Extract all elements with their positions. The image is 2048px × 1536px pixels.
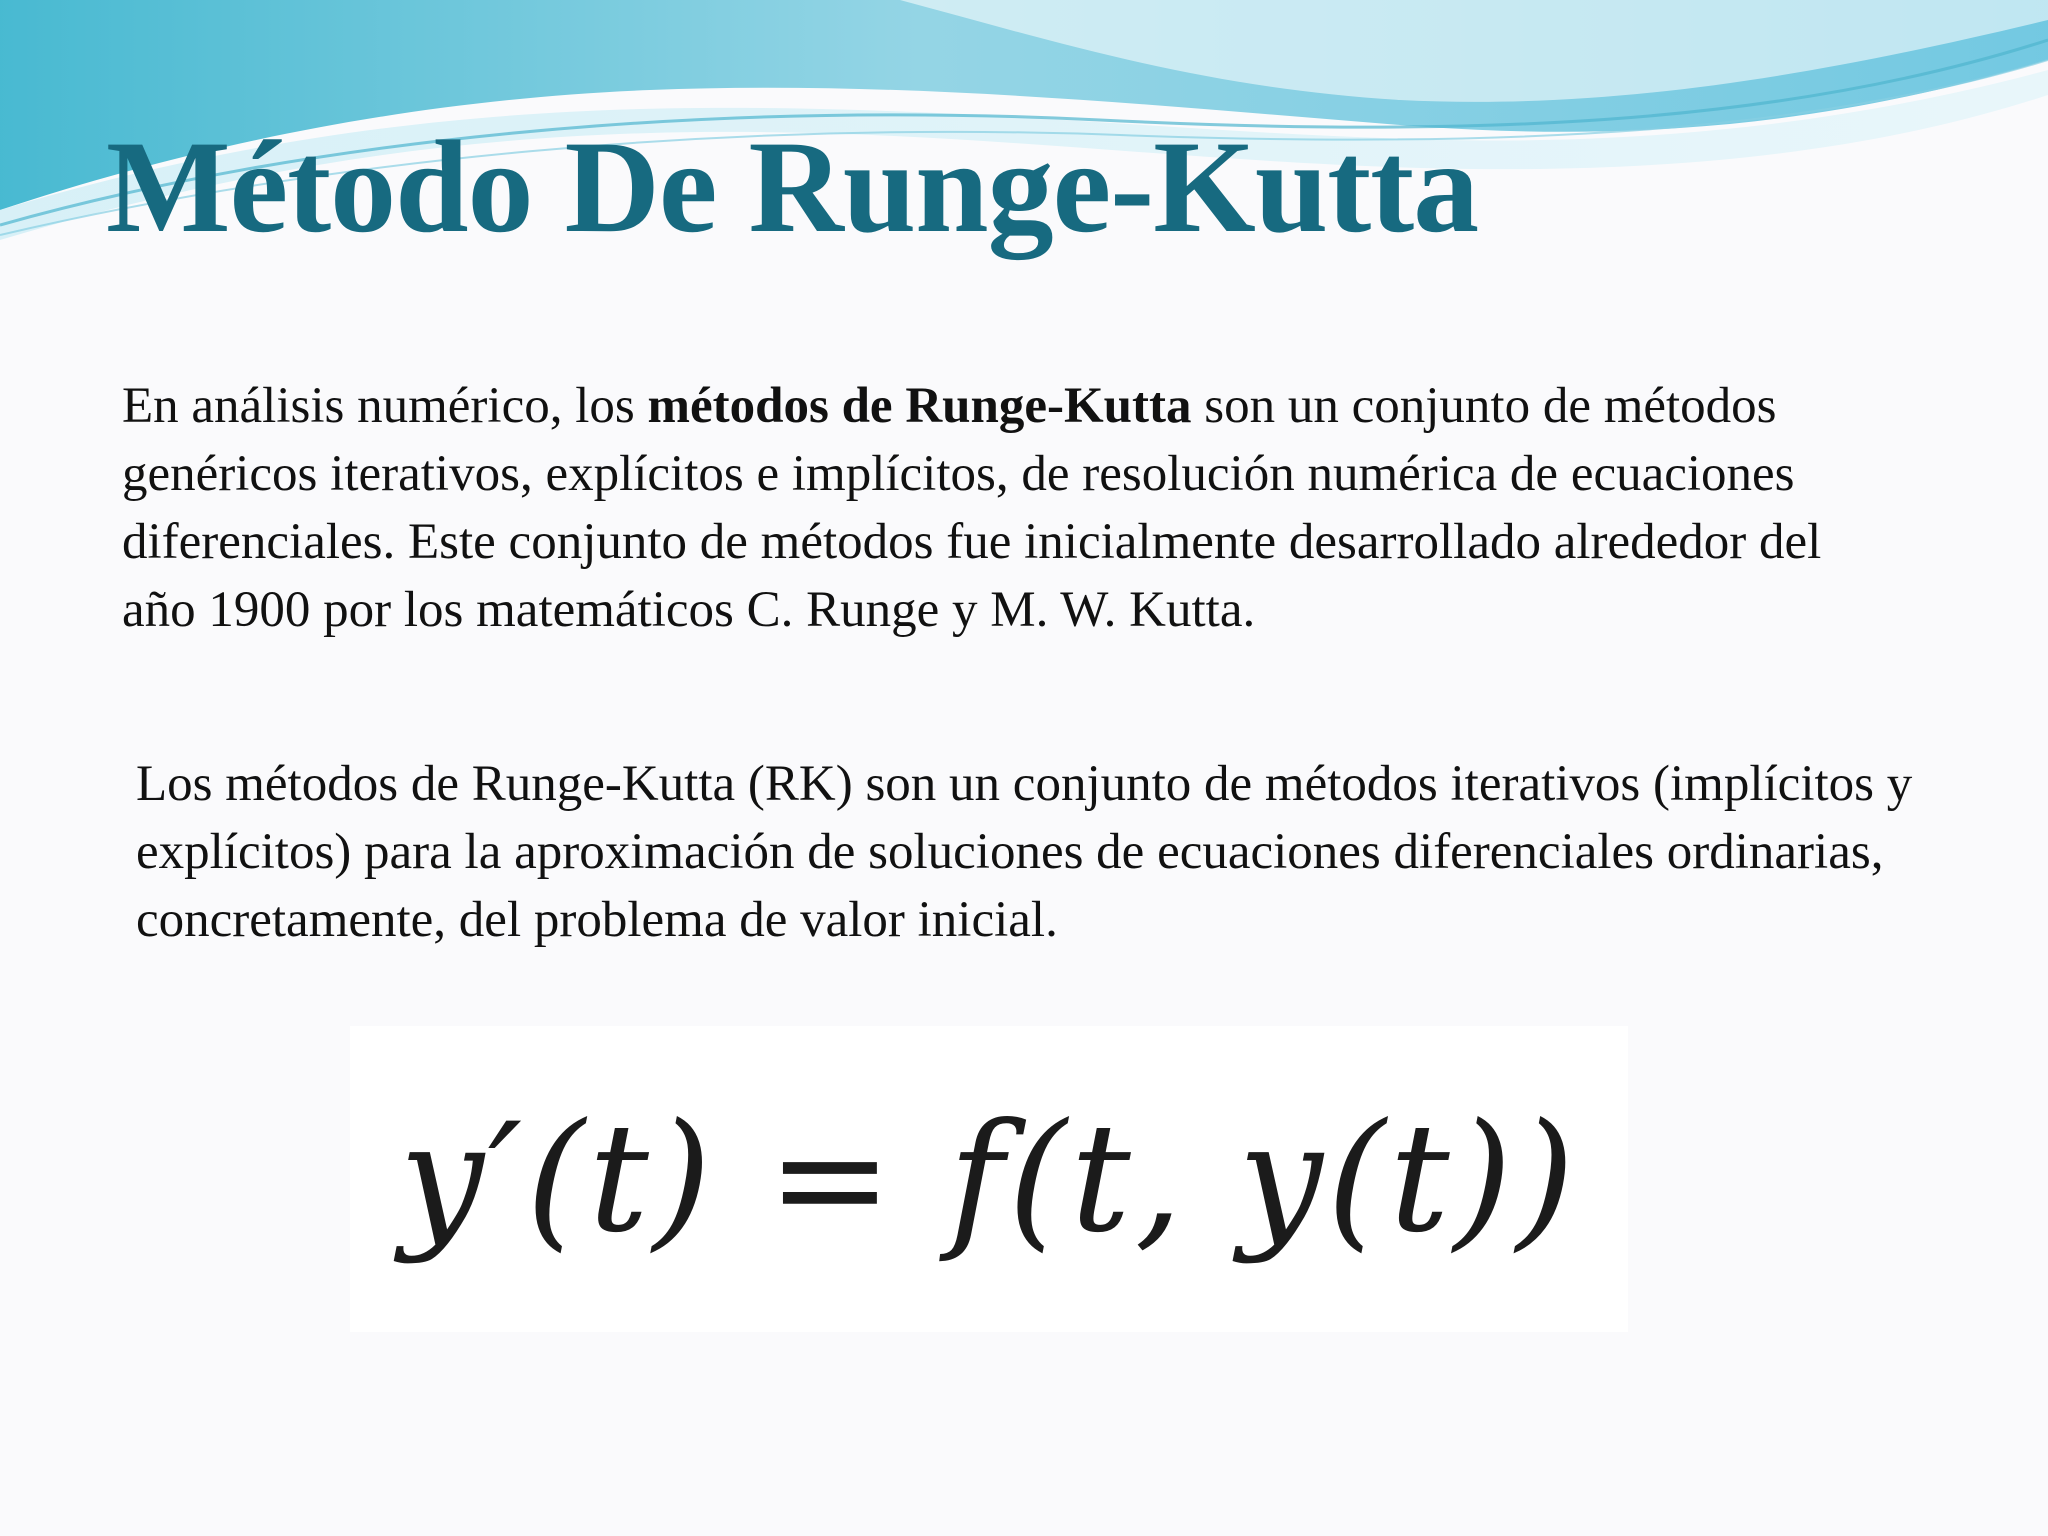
rk-description-paragraph: Los métodos de Runge-Kutta (RK) son un conjunto de métodos iterativos (implícitos y explícitos) para la aproximación de soluciones de ecuaciones diferenciales ordinarias, concretamente, del problema de valor inicial. — [136, 756, 1913, 948]
intro-bold-term: métodos de Runge-Kutta — [647, 378, 1192, 434]
ode-formula: y′(t) = f(t, y(t)) — [399, 1092, 1579, 1266]
slide-title: Método De Runge-Kutta — [106, 113, 1479, 260]
intro-text-end: son un conjunto de métodos genéricos iterativos, explícitos e implícitos, de resolución numérica de ecuaciones diferenciales. Este conjunto de métodos fue inicialmente desarrollado alrededor del año 1900 por los matemáticos C. Runge y M. W. Kutta. — [122, 378, 1822, 638]
formula-image — [350, 1026, 1628, 1332]
intro-paragraph — [122, 372, 1902, 644]
intro-text-start: En análisis numérico, los — [122, 378, 648, 434]
